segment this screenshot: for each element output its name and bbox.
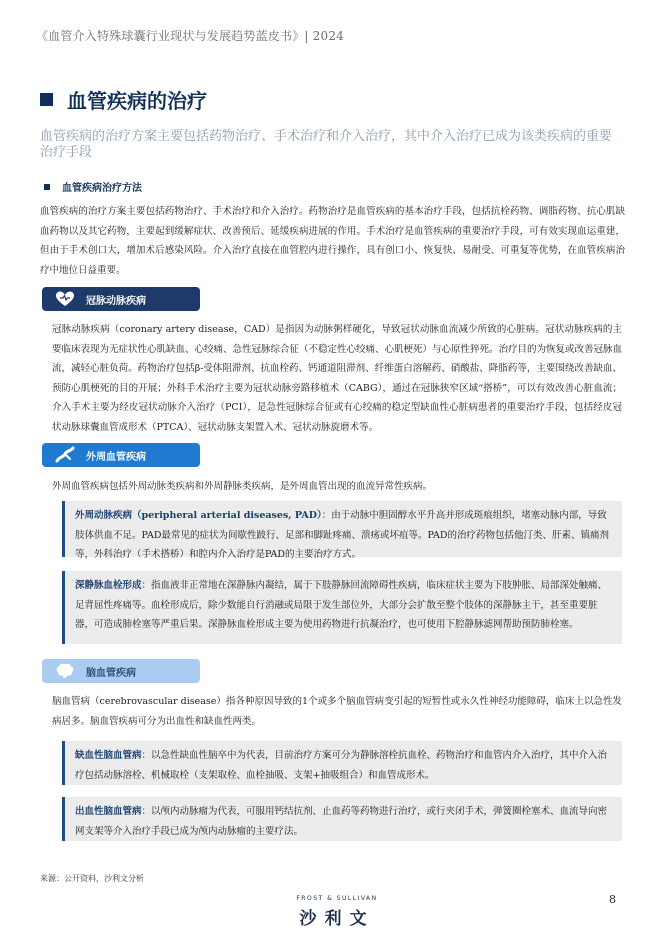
section-heading [44, 179, 142, 194]
section-heading-text: 血管疾病治疗方法 [62, 183, 142, 194]
source-note: 来源：公开资料，沙利文分析 [40, 874, 144, 883]
intro-paragraph: 血管疾病的治疗方案主要包括药物治疗、手术治疗和介入治疗。药物治疗是血管疾病的基本治疗手段，包括抗栓药物、调脂药物、抗心肌缺血药物以及其它药物，主要起到缓解症状、改善预后、延缓疾病进展的作用。手术治疗是血管疾病的重要治疗手段，可有效实现血运重建，但由于手术创口大，增加术后感染风险。介入治疗直接在血管腔内进行操作，具有创口小、恢复快、易耐受、可重复等优势，在血管疾病治疗中地位日益重要。 [40, 206, 625, 276]
cerebro-paragraph: 脑血管病（cerebrovascular disease）指各种原因导致的1个或多个脑血管病变引起的短暂性或永久性神经功能障碍，临床上以急性发病居多。脑血管疾病可分为出血性和缺血性两类。 [52, 696, 622, 727]
pad-label: 外周动脉疾病（peripheral arterial diseases, PAD） [75, 510, 322, 521]
pad-text: ：由于动脉中胆固醇水平升高并形成斑痕组织，堵塞动脉内部，导致肢体供血不足。PAD最常见的症状为间歇性跛行、足部和脚趾疼痛、溃疡或坏疽等。PAD的治疗药物包括他汀类、肝素、镇痛剂等，外科治疗（手术搭桥）和腔内介入治疗是PAD的主要治疗方式。 [75, 510, 609, 560]
dvt-text: ：指血液非正常地在深静脉内凝结，属于下肢静脉回流障碍性疾病，临床症状主要为下肢肿胀、局部深处触痛、足背屈性疼痛等。血栓形成后，除少数能自行消融或局限于发生部位外，大部分会扩散至整个肢体的深静脉主干，甚至重要脏器，可造成肺栓塞等严重后果。深静脉血栓形成主要为使用药物进行抗凝治疗，也可使用下腔静脉滤网帮助预防肺栓塞。 [75, 580, 608, 630]
page-number: 8 [609, 893, 616, 906]
section-square-icon [44, 184, 50, 190]
dvt-label: 深静脉血栓形成 [75, 580, 142, 591]
peripheral-paragraph: 外周血管疾病包括外周动脉类疾病和外周静脉类疾病，是外周血管出现的血流异常性疾病。 [52, 481, 433, 492]
tag-coronary [42, 287, 200, 311]
hemorrhagic-text: ：以颅内动脉瘤为代表，可服用钙结抗剂、止血药等药物进行治疗，或行夹闭手术，弹簧圈栓塞术、血流导向密网支架等介入治疗手段已成为颅内动脉瘤的主要疗法。 [75, 806, 608, 837]
tag-peripheral-label: 外周血管疾病 [86, 451, 146, 463]
heart-icon [54, 290, 76, 308]
title-square-icon [40, 93, 53, 106]
pad-box [62, 501, 622, 560]
tag-peripheral [42, 443, 200, 467]
logo-en-text: FROST & SULLIVAN [296, 895, 378, 902]
ischemic-label: 缺血性脑血管病 [75, 750, 142, 761]
page-title: 血管疾病的治疗 [67, 89, 207, 113]
ischemic-box [62, 741, 622, 785]
tag-cerebro-label: 脑血管疾病 [86, 667, 136, 679]
ischemic-text: ：以急性缺血性脑卒中为代表，目前治疗方案可分为静脉溶栓抗血栓、药物治疗和血管内介入治疗，其中介入治疗包括动脉溶栓、机械取栓（支架取栓、血栓抽吸、支架+抽吸组合）和血管成形术。 [75, 750, 608, 781]
dvt-box [62, 571, 622, 644]
page-title-row [40, 85, 207, 114]
page-subtitle: 血管疾病的治疗方案主要包括药物治疗、手术治疗和介入治疗，其中介入治疗已成为该类疾病的重要治疗手段 [40, 129, 613, 160]
hemorrhagic-box [62, 797, 622, 841]
brain-icon [54, 662, 76, 680]
tag-coronary-label: 冠脉动脉疾病 [86, 295, 146, 307]
coronary-paragraph: 冠脉动脉疾病（coronary artery disease，CAD）是指因为动脉粥样硬化，导致冠状动脉血流减少所致的心脏病。冠状动脉疾病的主要临床表现为无症状性心肌缺血、心绞痛、急性冠脉综合征（不稳定性心绞痛、心肌梗死）与心原性猝死。治疗目的为恢复或改善冠脉血流，减轻心脏负荷。药物治疗包括β-受体阻滞剂、抗血栓药、钙通道阻滞剂、纤维蛋白溶解药、硝酸盐、降脂药等，主要围绕改善缺血、预防心肌梗死的目的开展；外科手术治疗主要为冠状动脉旁路移植术（CABG），通过在冠脉狭窄区域“搭桥”，可以有效改善心脏血流；介入手术主要为经皮冠状动脉介入治疗（PCI），是急性冠脉综合征或有心绞痛的稳定型缺血性心脏病患者的重要治疗手段，包括经皮冠状动脉球囊血管成形术（PTCA）、冠状动脉支架置入术、冠状动脉旋磨术等。 [52, 324, 623, 433]
tag-cerebro [42, 659, 200, 683]
frost-sullivan-logo [277, 895, 397, 929]
hemorrhagic-label: 出血性脑血管病 [75, 806, 142, 817]
vessel-icon [54, 446, 76, 464]
report-header: 《血管介入特殊球囊行业现状与发展趋势蓝皮书》| 2024 [36, 29, 344, 43]
logo-cn-text: 沙利文 [299, 909, 375, 929]
